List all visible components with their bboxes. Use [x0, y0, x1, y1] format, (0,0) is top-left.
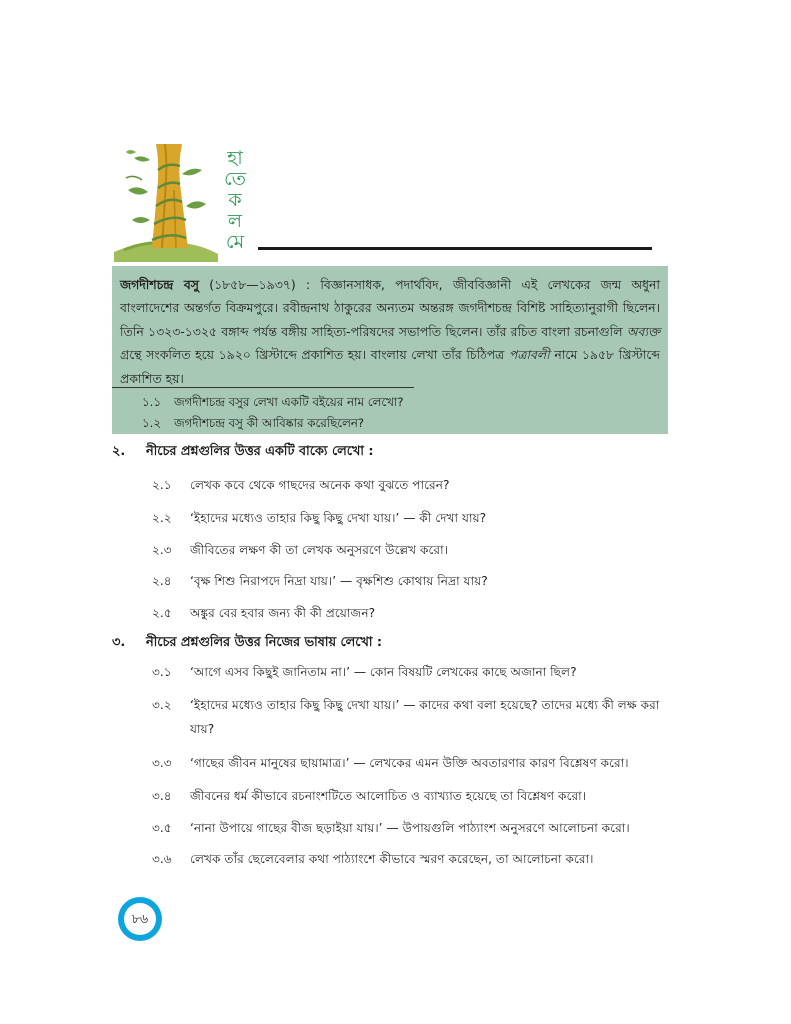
question-item	[152, 816, 672, 840]
title-letter: হা	[227, 147, 243, 169]
section-heading-text: নীচের প্রশ্নগুলির উত্তর নিজের ভাষায় লেখো :	[146, 635, 383, 650]
question-number: ২.৩	[152, 543, 172, 557]
title-letter: তে	[224, 168, 246, 190]
question-number: ২.১	[152, 478, 172, 492]
section-number: ৩.	[112, 635, 126, 650]
bio-question	[142, 414, 364, 434]
question-number: ৩.৬	[152, 852, 172, 866]
section-number: ২.	[112, 444, 126, 459]
question-text: লেখক তাঁর ছেলেবেলার কথা পাঠ্যাংশে কীভাবে স্মরণ করেছেন, তা আলোচনা করো।	[190, 852, 594, 866]
page-number-badge	[118, 897, 162, 941]
book-title: অব্যক্ত	[626, 323, 660, 339]
question-text: জগদীশচন্দ্র বসুর লেখা একটি বইয়ের নাম লেখো?	[174, 395, 404, 409]
question-text: ‘ইহাদের মধ্যেও তাহার কিছু কিছু দেখা যায়।’ — কী দেখা যায়?	[190, 511, 487, 525]
author-name: জগদীশচন্দ্র বসু	[120, 277, 199, 292]
title-letter: ল	[227, 210, 243, 232]
question-text: জীবিতের লক্ষণ কী তা লেখক অনুসরণে উল্লেখ করো।	[190, 543, 449, 557]
title-rule	[258, 247, 652, 250]
question-item	[152, 506, 672, 530]
question-number: ২.২	[152, 511, 172, 525]
bio-text-part: : বিজ্ঞানসাধক, পদার্থবিদ, জীববিজ্ঞানী এই লেখকের জন্ম অধুনা বাংলাদেশের অন্তর্গত বিক্রমপুরে। রবীন্দ্রনাথ ঠাকুরের অন্যতম অন্তরঙ্গ জগদীশচন্দ্র বিশিষ্ট সাহিত্যানুরাগী ছিলেন। তিনি ১৩২৩-১৩২৫ বঙ্গাব্দ পর্যন্ত বঙ্গীয় সাহিত্য-পরিষদের সভাপতি ছিলেন। তাঁর রচিত বাংলা রচনাগুলি	[120, 277, 660, 339]
author-years: (১৮৫৮—১৯৩৭)	[209, 277, 296, 292]
question-number: ৩.৪	[152, 789, 172, 803]
question-number: ৩.৫	[152, 821, 172, 835]
question-text: জীবনের ধর্ম কীভাবে রচনাংশটিতে আলোচিত ও ব্যাখ্যাত হয়েছে তা বিশ্লেষণ করো।	[190, 789, 587, 803]
bio-text-part: গ্রন্থে সংকলিত হয়ে ১৯২০ খ্রিস্টাব্দে প্রকাশিত হয়। বাংলায় লেখা তাঁর চিঠিপত্র	[120, 347, 509, 363]
question-text: অঙ্কুর বের হবার জন্য কী কী প্রয়োজন?	[190, 606, 376, 620]
question-item	[152, 538, 672, 562]
bio-divider	[112, 387, 414, 388]
tree-illustration	[112, 140, 220, 262]
bio-text-part: নামে ১৯৫৮ খ্রিস্টাব্দে প্রকাশিত হয়।	[120, 347, 660, 386]
question-number: ৩.২	[152, 698, 172, 712]
question-number: ২.৪	[152, 574, 172, 588]
question-item	[152, 601, 672, 625]
title-letter: ক	[228, 189, 242, 211]
question-number: ২.৫	[152, 606, 172, 620]
question-number: ১.২	[142, 416, 162, 430]
question-item	[152, 784, 672, 808]
question-text: ‘বৃক্ষ শিশু নিরাপদে নিদ্রা যায়।’ — বৃক্ষশিশু কোথায় নিদ্রা যায়?	[190, 574, 488, 588]
author-bio-box	[112, 266, 668, 434]
question-item	[152, 693, 672, 741]
question-item	[152, 847, 672, 871]
question-item	[152, 751, 672, 775]
section-title	[222, 148, 248, 253]
question-number: ১.১	[142, 395, 162, 409]
question-text: লেখক কবে থেকে গাছদের অনেক কথা বুঝতে পারেন?	[190, 478, 450, 492]
letters-title: পত্রাবলী	[508, 347, 550, 363]
question-number: ৩.১	[152, 665, 172, 679]
question-text: ‘ইহাদের মধ্যেও তাহার কিছু কিছু দেখা যায়।’ — কাদের কথা বলা হয়েছে? তাদের মধ্যে কী লক্ষ করা যায়?	[190, 698, 660, 736]
question-text: ‘গাছের জীবন মানুষের ছায়ামাত্র।’ — লেখকের এমন উক্তি অবতারণার কারণ বিশ্লেষণ করো।	[190, 756, 629, 770]
section-heading-text: নীচের প্রশ্নগুলির উত্তর একটি বাক্যে লেখো :	[146, 444, 374, 459]
author-bio-text	[120, 273, 660, 390]
question-item	[152, 569, 672, 593]
question-number: ৩.৩	[152, 756, 172, 770]
page-number: ৮৬	[124, 903, 156, 935]
question-text: জগদীশচন্দ্র বসু কী আবিষ্কার করেছিলেন?	[174, 416, 365, 430]
question-item	[152, 660, 672, 684]
question-text: ‘আগে এসব কিছুই জানিতাম না।’ — কোন বিষয়টি লেখকের কাছে অজানা ছিল?	[190, 665, 577, 679]
bio-question	[142, 393, 404, 413]
question-text: ‘নানা উপায়ে গাছের বীজ ছড়াইয়া যায়।’ — উপায়গুলি পাঠ্যাংশ অনুসরণে আলোচনা করো।	[190, 821, 630, 835]
question-item	[152, 473, 672, 497]
title-letter: মে	[225, 231, 245, 253]
